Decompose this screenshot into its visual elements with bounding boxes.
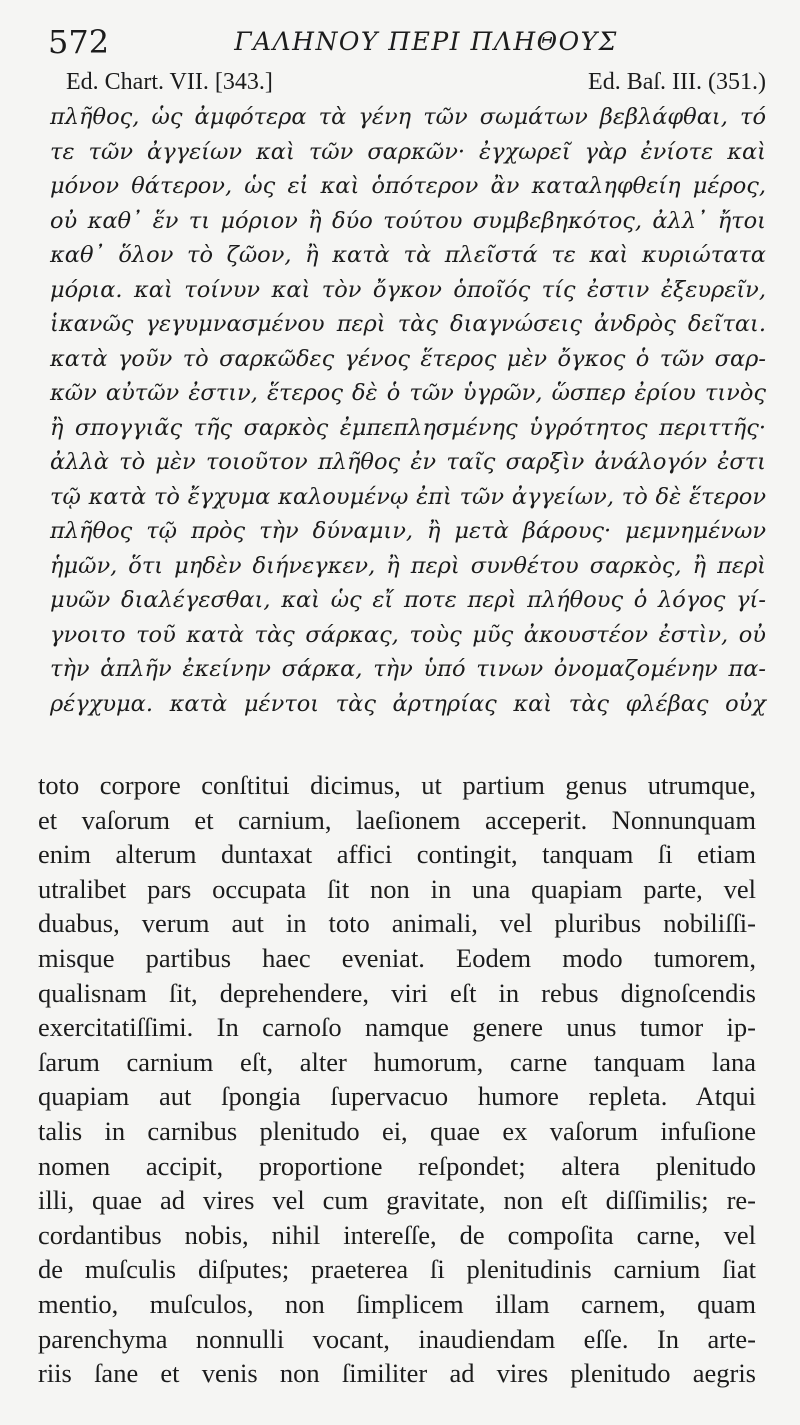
latin-line: de muſculis diſputes; praeterea ſi plenitudinis carnium ſiat <box>38 1254 756 1285</box>
greek-line: πλῆθος τῷ πρὸς τὴν δύναμιν, ἢ μετὰ βάρους· μεμνημένων <box>50 518 766 544</box>
latin-line: toto corpore conſtitui dicimus, ut partium genus utrumque, <box>38 770 756 800</box>
latin-line: parenchyma nonnulli vocant, inaudiendam eſſe. In arte- <box>38 1323 756 1354</box>
greek-line: μόρια. καὶ τοίνυν καὶ τὸν ὄγκον ὁποῖός τίς ἐστιν ἐξευρεῖν, <box>50 276 766 303</box>
latin-line: et vaſorum et carnium, laeſionem acceperit. Nonnunquam <box>38 804 756 835</box>
greek-line: ἢ σπογγιᾶς τῆς σαρκὸς ἐμπεπλησμένης ὑγρότητος περιττῆς· <box>50 414 766 441</box>
running-head <box>48 22 760 62</box>
latin-line: utralibet pars occupata ſit non in una quapiam parte, vel <box>38 873 756 904</box>
greek-text-block <box>50 100 766 721</box>
greek-line: κατὰ γοῦν τὸ σαρκῶδες γένος ἕτερος μὲν ὄγκος ὁ τῶν σαρ- <box>50 345 766 372</box>
greek-line: πλῆθος, ὡς ἀμφότερα τὰ γένη τῶν σωμάτων βεβλάφθαι, τό <box>50 104 766 130</box>
edition-references <box>66 64 766 100</box>
latin-line: riis ſane et venis non ſimiliter ad vires plenitudo aegris <box>38 1358 756 1389</box>
latin-line: misque partibus haec eveniat. Eodem modo tumorem, <box>38 942 756 973</box>
latin-line: exercitatiſſimi. In carnoſo namque genere unus tumor ip- <box>38 1012 756 1043</box>
greek-line: γνοιτο τοῦ κατὰ τὰς σάρκας, τοὺς μῦς ἀκουστέον ἐστὶν, οὐ <box>50 621 766 648</box>
greek-line: τὴν ἁπλῆν ἐκείνην σάρκα, τὴν ὑπό τινων ὀνομαζομένην πα- <box>50 656 766 682</box>
greek-line: τε τῶν ἀγγείων καὶ τῶν σαρκῶν· ἐγχωρεῖ γὰρ ἐνίοτε καὶ <box>50 138 766 165</box>
latin-line: qualisnam ſit, deprehendere, viri eſt in rebus dignoſcendis <box>38 977 756 1008</box>
greek-line: ρέγχυμα. κατὰ μέντοι τὰς ἀρτηρίας καὶ τὰς φλέβας οὐχ <box>50 690 766 717</box>
greek-line: τῷ κατὰ τὸ ἔγχυμα καλουμένῳ ἐπὶ τῶν ἀγγείων, τὸ δὲ ἕτερον <box>50 483 766 510</box>
latin-line: ſarum carnium eſt, alter humorum, carne tanquam lana <box>38 1046 756 1077</box>
latin-line: cordantibus nobis, nihil intereſſe, de compoſita carne, vel <box>38 1219 756 1250</box>
greek-line: καθ᾽ ὅλον τὸ ζῶον, ἢ κατὰ τὰ πλεῖστά τε καὶ κυριώτατα <box>50 242 766 268</box>
latin-line: talis in carnibus plenitudo ei, quae ex vaſorum infuſione <box>38 1115 756 1146</box>
page-number: 572 <box>48 23 110 61</box>
greek-line: οὐ καθ᾽ ἕν τι μόριον ἢ δύο τούτου συμβεβηκότος, ἀλλ᾽ ἤτοι <box>50 207 766 234</box>
latin-line: nomen accipit, proportione reſpondet; altera plenitudo <box>38 1150 756 1181</box>
greek-line: μόνον θάτερον, ὡς εἰ καὶ ὁπότερον ἂν καταληφθείη μέρος, <box>50 173 766 199</box>
latin-line: quapiam aut ſpongia ſupervacuo humore repleta. Atqui <box>38 1081 756 1112</box>
greek-line: ἡμῶν, ὅτι μηδὲν διήνεγκεν, ἢ περὶ συνθέτου σαρκὸς, ἢ περὶ <box>50 552 766 579</box>
latin-line: mentio, muſculos, non ſimplicem illam carnem, quam <box>38 1288 756 1319</box>
latin-line: duabus, verum aut in toto animali, vel pluribus nobiliſſi- <box>38 908 756 939</box>
edition-reference-chart: Ed. Chart. VII. [343.] <box>66 69 273 95</box>
latin-line: enim alterum duntaxat affici contingit, tanquam ſi etiam <box>38 839 756 870</box>
greek-line: ἀλλὰ τὸ μὲν τοιοῦτον πλῆθος ἐν ταῖς σαρξὶν ἀνάλογόν ἐστι <box>50 449 766 475</box>
greek-line: μυῶν διαλέγεσθαι, καὶ ὡς εἴ ποτε περὶ πλήθους ὁ λόγος γί- <box>50 587 766 613</box>
latin-text-block <box>38 768 756 1391</box>
greek-line: ἱκανῶς γεγυμνασμένου περὶ τὰς διαγνώσεις ἀνδρὸς δεῖται. <box>50 311 766 337</box>
greek-line: κῶν αὐτῶν ἐστιν, ἕτερος δὲ ὁ τῶν ὑγρῶν, ὥσπερ ἐρίου τινὸς <box>50 380 766 406</box>
running-title: ΓΑΛΗΝΟΥ ΠΕΡΙ ΠΛΗΘΟΥΣ <box>234 27 618 56</box>
edition-reference-basel: Ed. Baſ. III. (351.) <box>588 69 766 95</box>
latin-line: illi, quae ad vires vel cum gravitate, non eſt diſſimilis; re- <box>38 1185 756 1216</box>
